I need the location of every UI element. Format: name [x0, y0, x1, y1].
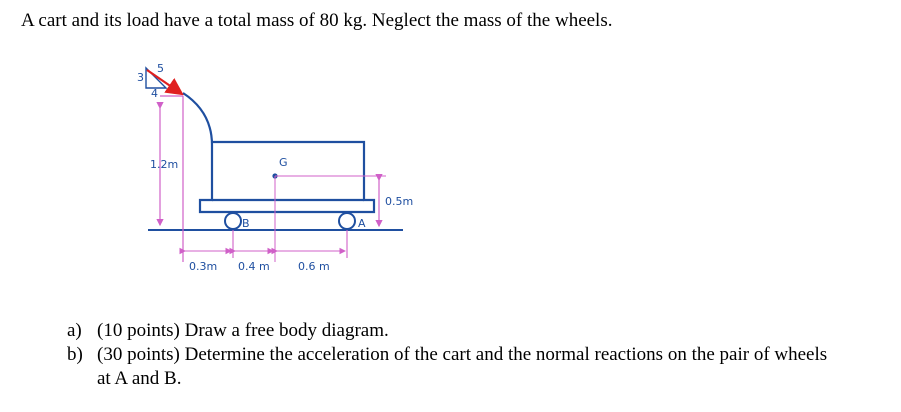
problem-statement: A cart and its load have a total mass of 80 kg. Neglect the mass of the wheels.: [21, 10, 613, 31]
dim-label-2: 0.6 m: [298, 260, 330, 273]
part-b-marker: b): [67, 344, 83, 365]
wheel-a-label: A: [358, 217, 366, 230]
wheel-a: [339, 213, 355, 229]
horizontal-dimensions: [185, 230, 347, 258]
dim-label-0: 0.3m: [189, 260, 218, 273]
cg-label: G: [279, 156, 288, 169]
height-label: 1.2m: [150, 158, 179, 171]
dim-label-1: 0.4 m: [238, 260, 270, 273]
cart-body: [183, 93, 374, 212]
part-b-text-cont: at A and B.: [97, 368, 182, 389]
part-b: [67, 343, 827, 391]
part-a-text: (10 points) Draw a free body diagram.: [97, 320, 389, 341]
part-a-marker: a): [67, 320, 82, 341]
height-dimension: [160, 96, 183, 262]
slope-label-4: 4: [151, 87, 158, 100]
axle-height-label: 0.5m: [385, 195, 414, 208]
cg-guides: [275, 176, 386, 262]
part-a: [67, 319, 827, 343]
wheel-b: [225, 213, 241, 229]
question-parts: [67, 319, 827, 391]
slope-label-5: 5: [157, 62, 164, 75]
slope-label-3: 3: [137, 71, 144, 84]
wheel-b-label: B: [242, 217, 250, 230]
part-b-text: (30 points) Determine the acceleration of the cart and the normal reactions on the pair of wheels: [97, 344, 828, 365]
